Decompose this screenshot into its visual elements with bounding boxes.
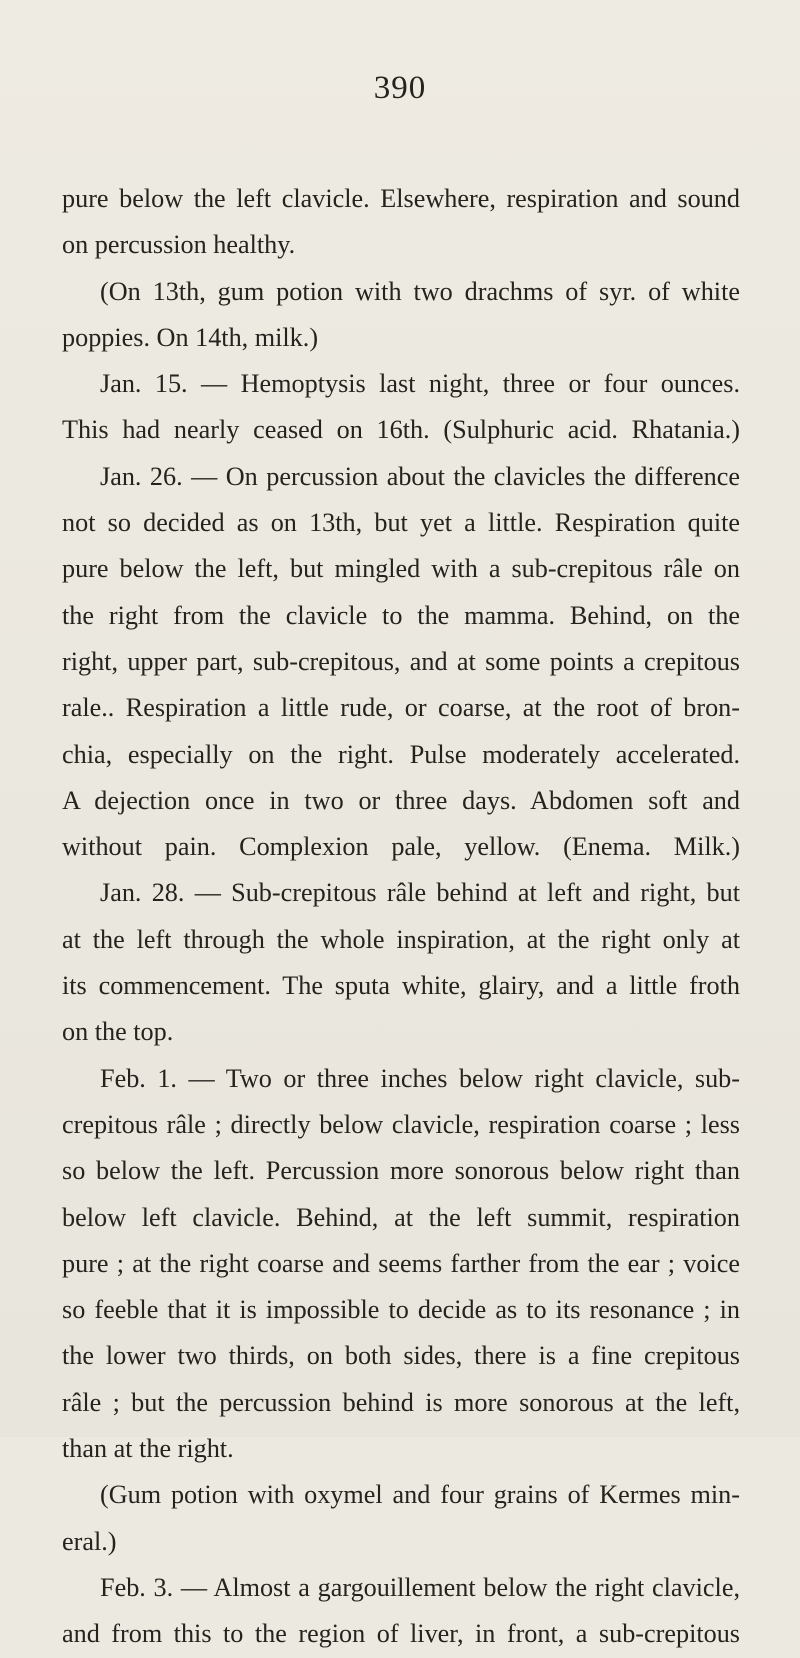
text-line: crepitous râle ; directly below clavicle, respiration coarse ; less: [62, 1109, 740, 1139]
text-line: its commencement. The sputa white, glairy, and a little froth: [62, 971, 740, 1001]
text-line: the right from the clavicle to the mamma. Behind, on the: [62, 600, 740, 630]
text-line: pure below the left, but mingled with a sub-crepitous râle on: [62, 554, 740, 584]
text-line: Feb. 1. — Two or three inches below right clavicle, sub-: [100, 1063, 740, 1093]
text-line: Jan. 28. — Sub-crepitous râle behind at left and right, but: [100, 878, 740, 908]
text-line: rale.. Respiration a little rude, or coarse, at the root of bron-: [62, 693, 740, 723]
text-line: right, upper part, sub-crepitous, and at some points a crepitous: [62, 646, 740, 676]
text-line: so feeble that it is impossible to decide as to its resonance ; in: [62, 1295, 740, 1325]
text-line: not so decided as on 13th, but yet a little. Respiration quite: [62, 508, 740, 538]
text-line: on percussion healthy.: [62, 230, 296, 260]
text-line: (On 13th, gum potion with two drachms of syr. of white: [100, 276, 740, 306]
text-line: than at the right.: [62, 1434, 234, 1464]
text-line: (Gum potion with oxymel and four grains of Kermes min-: [100, 1480, 740, 1510]
text-line: pure ; at the right coarse and seems farther from the ear ; voice: [62, 1248, 740, 1278]
text-line: below left clavicle. Behind, at the left summit, respiration: [62, 1202, 740, 1232]
text-line: Jan. 26. — On percussion about the clavicles the difference: [100, 461, 740, 491]
page-number: 390: [373, 70, 427, 106]
text-line: without pain. Complexion pale, yellow. (Enema. Milk.): [62, 832, 740, 862]
text-line: pure below the left clavicle. Elsewhere, respiration and sound: [62, 184, 740, 213]
text-line: râle ; but the percussion behind is more sonorous at the left,: [62, 1387, 740, 1417]
text-line: This had nearly ceased on 16th. (Sulphuric acid. Rhatania.): [62, 415, 740, 445]
text-line: A dejection once in two or three days. Abdomen soft and: [62, 785, 740, 815]
text-line: chia, especially on the right. Pulse moderately accelerated.: [62, 739, 740, 769]
text-line: poppies. On 14th, milk.): [62, 322, 319, 352]
text-line: eral.): [62, 1526, 117, 1556]
text-line: Jan. 15. — Hemoptysis last night, three or four ounces.: [100, 369, 740, 399]
body-text: [62, 176, 740, 1658]
text-line: the lower two thirds, on both sides, there is a fine crepitous: [62, 1341, 740, 1371]
text-line: and from this to the region of liver, in front, a sub-crepitous: [62, 1619, 740, 1649]
text-line: on the top.: [62, 1017, 174, 1047]
text-line: so below the left. Percussion more sonorous below right than: [62, 1156, 740, 1186]
text-line: at the left through the whole inspiration, at the right only at: [62, 924, 740, 954]
text-line: Feb. 3. — Almost a gargouillement below the right clavicle,: [100, 1572, 740, 1602]
